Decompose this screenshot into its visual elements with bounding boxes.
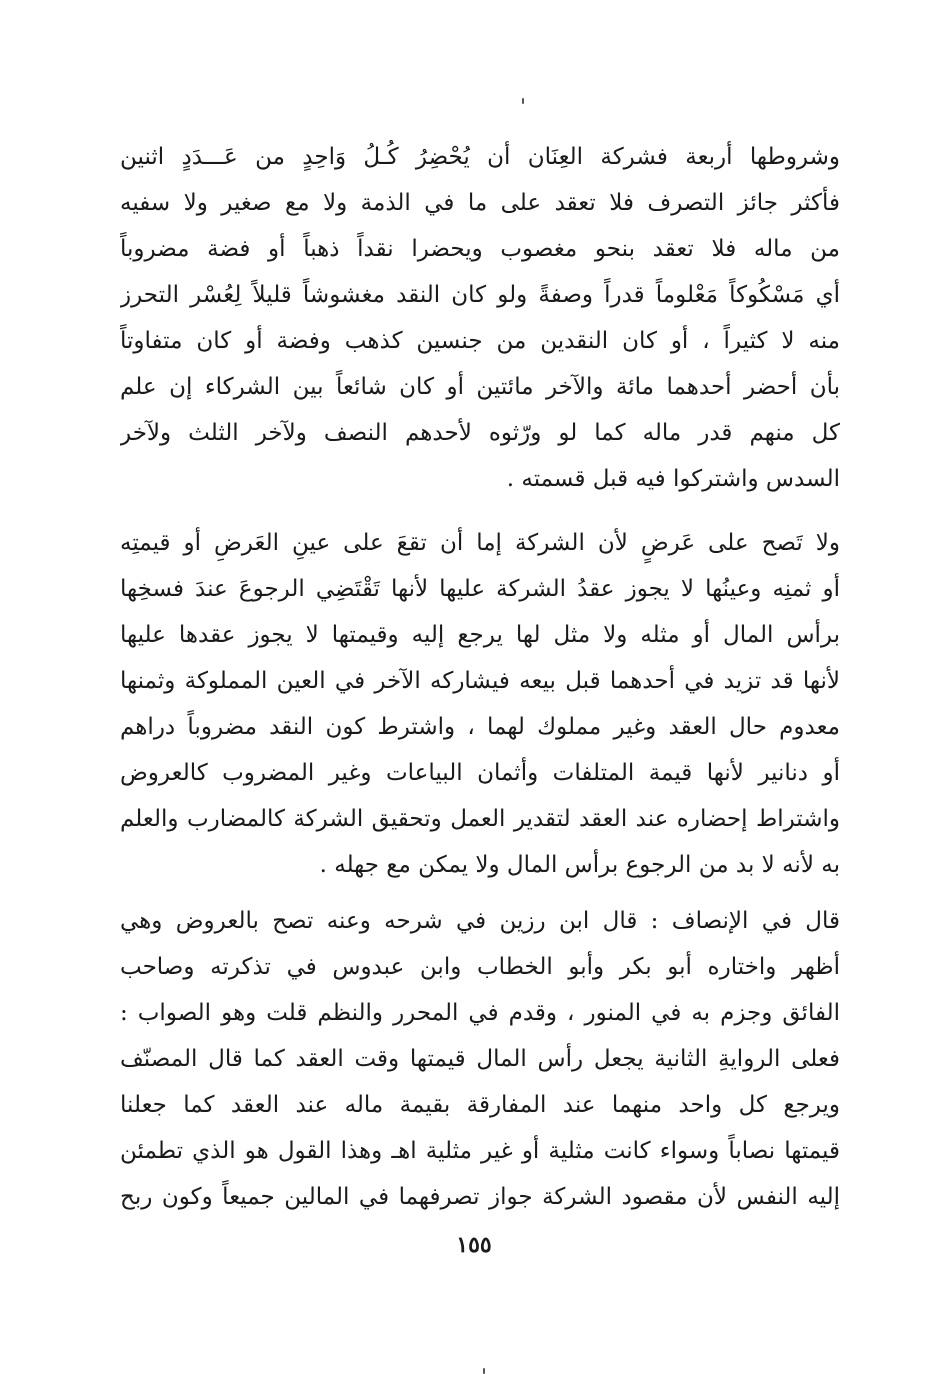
text-line: لأنها قد تزيد في أحدهما قبل بيعه فيشاركه الآخر في العين المملوكة وثمنها <box>120 668 840 694</box>
text-line: ولا تَصح على عَرضٍ لأن الشركة إما أن تقعَ على عينِ العَرضِ أو قيمتِه <box>120 530 840 556</box>
text-line: وشروطها أربعة فشركة العِنَان أن يُحْضِرُ كُـلُ وَاحِدٍ من عَـــدَدٍ اثنين <box>120 144 840 170</box>
paragraph-insaf-quote <box>120 898 840 1220</box>
text-line: أي مَسْكُوكاً مَعْلوماً قدراً وصفةً ولو كان النقد مغشوشاً قليلاً لِعُسْر التحرز <box>120 282 840 308</box>
scan-speck <box>483 1368 485 1374</box>
text-line: أو ثمنِه وعينُها لا يجوز عقدُ الشركة عليها لأنها تَقْتَضِي الرجوعَ عندَ فسخِها <box>120 576 840 602</box>
text-line: ويرجع كل واحد منهما عند المفارقة بقيمة ماله عند العقد كما جعلنا <box>120 1092 840 1118</box>
text-line: من ماله فلا تعقد بنحو مغصوب ويحضرا نقداً ذهباً أو فضة مضروباً <box>120 236 840 262</box>
text-line: الفائق وجزم به في المنور ، وقدم في المحرر والنظم قلت وهو الصواب : <box>120 1000 840 1026</box>
paragraph-conditions <box>120 134 840 502</box>
text-line: بأن أحضر أحدهما مائة والآخر مائتين أو كان شائعاً بين الشركاء إن علم <box>120 374 840 400</box>
text-line: واشتراط إحضاره عند العقد لتقدير العمل وتحقيق الشركة كالمضارب والعلم <box>120 806 840 832</box>
paragraph-goods <box>120 520 840 888</box>
text-line: أو دنانير لأنها قيمة المتلفات وأثمان البياعات وغير المضروب كالعروض <box>120 760 840 786</box>
text-line: إليه النفس لأن مقصود الشركة جواز تصرفهما في المالين جميعاً وكون ربح <box>120 1184 840 1210</box>
text-line: منه لا كثيراً ، أو كان النقدين من جنسين كذهب وفضة أو كان متفاوتاً <box>120 328 840 354</box>
page-number: ١٥٥ <box>456 1232 492 1258</box>
text-line: برأس المال أو مثله ولا مثل لها يرجع إليه وقيمتها لا يجوز عقدها عليها <box>120 622 840 648</box>
text-line: فعلى الروايةِ الثانية يجعل رأس المال قيمتها وقت العقد كما قال المصنّف <box>120 1046 840 1072</box>
scan-speck <box>522 98 524 104</box>
text-line: أظهر واختاره أبو بكر وأبو الخطاب وابن عبدوس في تذكرته وصاحب <box>120 954 840 980</box>
text-line: به لأنه لا بد من الرجوع برأس المال ولا يمكن مع جهله . <box>319 852 840 878</box>
text-line: فأكثر جائز التصرف فلا تعقد على ما في الذمة ولا مع صغير ولا سفيه <box>120 190 840 216</box>
text-line: قال في الإنصاف : قال ابن رزين في شرحه وعنه تصح بالعروض وهي <box>120 908 840 934</box>
text-line: السدس واشتركوا فيه قبل قسمته . <box>506 466 840 492</box>
text-line: معدوم حال العقد وغير مملوك لهما ، واشترط كون النقد مضروباً دراهم <box>120 714 840 740</box>
text-line: قيمتها نصاباً وسواء كانت مثلية أو غير مثلية اهـ وهذا القول هو الذي تطمئن <box>120 1138 840 1164</box>
text-line: كل منهم قدر ماله كما لو ورّثوه لأحدهم النصف ولآخر الثلث ولآخر <box>120 420 840 446</box>
